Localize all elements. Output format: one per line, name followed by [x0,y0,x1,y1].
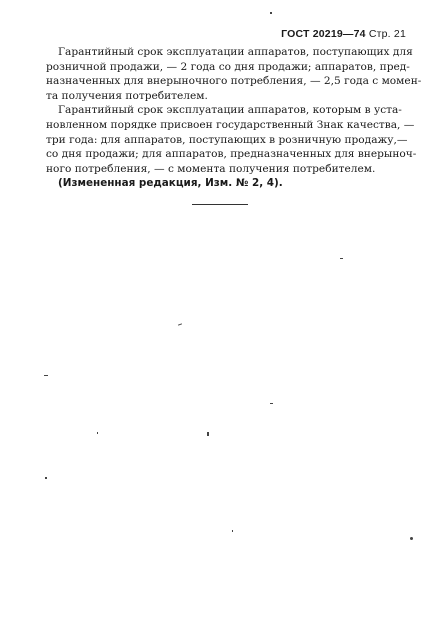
scan-speck [44,375,48,376]
text-line: та получения потребителем. [46,89,208,102]
text-line: три года: для аппаратов, поступающих в розничную продажу,— [46,133,408,146]
text-line: со дня продажи; для аппаратов, предназначенных для внерыноч- [46,148,417,161]
scan-speck [270,403,273,404]
text-line: ного потребления, — с момента получения потребителем. [46,162,376,175]
document-body [46,45,422,191]
amendment-note: (Измененная редакция, Изм. № 2, 4). [58,177,283,190]
scan-speck [97,432,98,434]
standard-number: ГОСТ 20219—74 [281,28,366,40]
text-line: новленном порядке присвоен государственный Знак качества, — [46,118,415,131]
page-number: Стр. 21 [368,28,406,40]
scan-speck [178,323,182,325]
scan-speck [340,258,343,259]
scan-speck [270,12,272,14]
text-line: розничной продажи, — 2 года со дня продажи; аппаратов, пред- [46,60,410,73]
scan-speck [410,537,413,540]
paragraph-warranty-standard [46,45,422,103]
text-line: Гарантийный срок эксплуатации аппаратов, поступающих для [58,46,413,58]
scan-speck [207,432,209,436]
text-line: назначенных для внерыночного потребления, — 2,5 года с момен- [46,75,422,88]
page-header [281,28,406,40]
paragraph-warranty-quality-mark [46,103,417,176]
section-divider [192,204,248,205]
scan-speck [45,477,47,479]
scan-speck [232,530,233,532]
text-line: Гарантийный срок эксплуатации аппаратов, которым в уста- [58,104,402,117]
